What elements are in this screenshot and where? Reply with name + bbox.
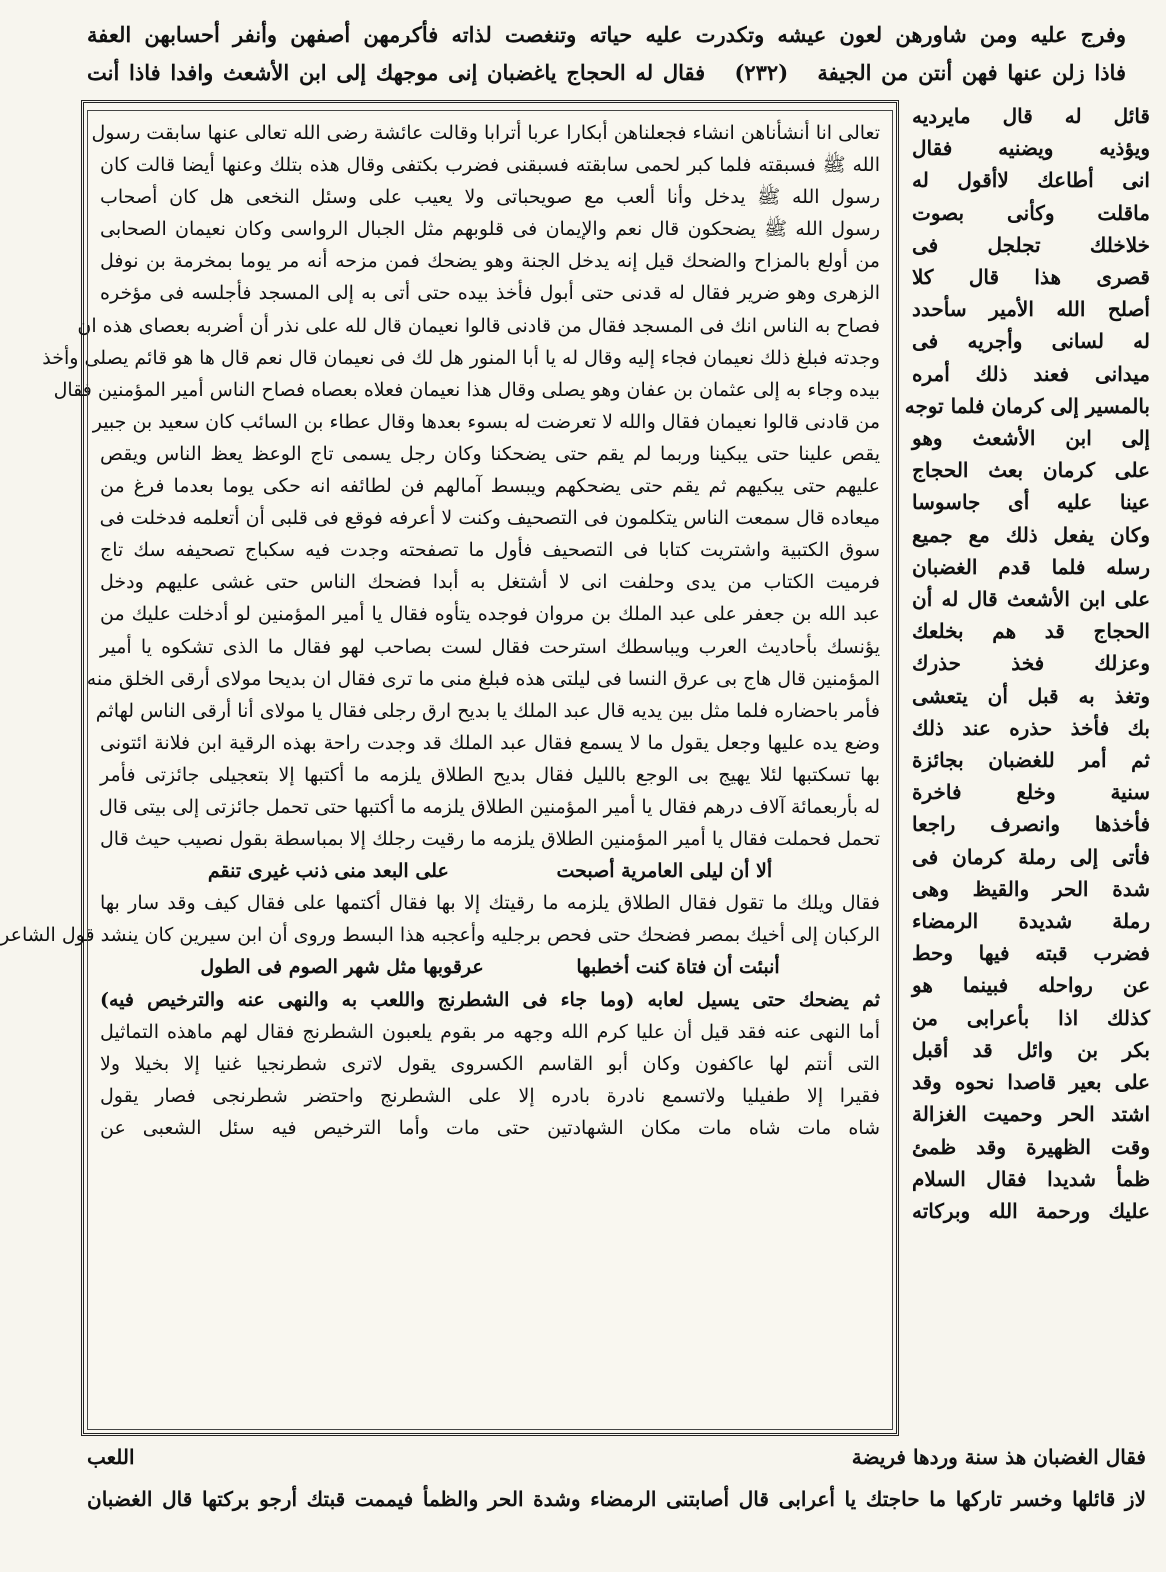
page-number: (٢٣٢)	[734, 60, 789, 85]
section-heading-chess: ثم يضحك حتى يسيل لعابه (وما جاء فى الشطرنج واللعب به والنهى عنه والترخيص فيه)	[100, 988, 880, 1011]
verse-2-first-hemistich: أنبئت أن فتاة كنت أخطبها	[576, 956, 780, 979]
side-column-line: له لسانى وأجريه فى	[912, 329, 1150, 354]
main-text-box	[0, 100, 899, 1436]
body-text-line: فقيرا إلا طفيليا ولاتسمع نادرة بادره إلا على الشطرنج واحتضر شطرنجى فصار يقول	[100, 1084, 880, 1107]
footer-line-1	[87, 1442, 1146, 1472]
body-text-line: فقال ويلك ما تقول فقال الطلاق يلزمه ما رقيتك إلا بها فقال أكتمها على فقال كيف وقد سار بها	[100, 892, 880, 915]
side-column-line: أصلح الله الأمير سأحدد	[912, 297, 1150, 322]
side-column-line: وعزلك فخذ حذرك	[912, 651, 1150, 676]
verse-1	[94, 855, 886, 887]
body-text-line: وجدته فبلغ ذلك نعيمان فجاء إليه وقال له يا أبا المنور هل لك فى نعيمان قال نعم قال ها هو قائم يصلى وأخذ	[42, 346, 880, 369]
side-column-line: ماقلت وكأنى بصوت	[912, 200, 1150, 225]
side-column-line: على بعير قاصدا نحوه وقد	[912, 1070, 1150, 1095]
body-text-line: الركبان إلى أخيك بمصر فضحك حتى فحص برجليه وأعجبه هذا البسط وروى أن ابن سيرين كان ينشد قول الشاعر	[0, 924, 880, 947]
body-text-line: له بأربعمائة آلاف درهم فقال يا أمير المؤمنين الطلاق يلزمه ما أكتبها حتى تحمل جائزتى إلى بيتى قال	[98, 795, 880, 818]
side-column-line: قصرى هذا قال كلا	[912, 265, 1150, 290]
side-column-line: على كرمان بعث الحجاج	[912, 458, 1150, 483]
body-text-line: عبد الله بن جعفر على عبد الملك بن مروان فوجده يتأوه فقال يا أمير المؤمنين لو أدخلت عليك من	[100, 603, 880, 626]
side-column-line: قائل له قال مايرديه	[912, 104, 1150, 128]
side-column-line: شدة الحر والقيظ وهى	[912, 876, 1150, 901]
body-text-line: عليهم حتى يبكيهم ثم يقم حتى يضحكهم ويبسط آمالهم فن لطائفه انه حكى يوما بعدما فرغ من	[100, 475, 880, 498]
side-column	[904, 100, 1150, 1430]
footer-line-2: لاز قائلها وخسر تاركها ما حاجتك يا أعرابى قال أصابتنى الرمضاء وشدة الحر والظمأ فيممت قبتك أرجو بركتها قال الغضبان	[87, 1487, 1146, 1511]
body-text-line: المؤمنين قال هاج بى عرق النسا فى ليلتى هذه فبلغ منى ما ترى فقال ان بديحا مولاى أرقى الخلق منه	[86, 667, 880, 690]
main-text-inner	[0, 117, 886, 1423]
body-text-line: أما النهى عنه فقد قيل أن عليا كرم الله وجهه مر بقوم يلعبون الشطرنج فقال لهم ماهذه التماثيل	[100, 1020, 880, 1043]
body-text-line: يؤنسك بأحاديث العرب ويباسطك استرحت فقال لست بصاحب لهو فقال ما الذى تشكوه يا أمير	[100, 635, 880, 658]
body-text-line: من أولع بالمزاح والضحك قيل إنه يدخل الجنة وهو يضحك فمن مزحه أنه مر يوما بمخرمة بن نوفل	[100, 250, 880, 273]
body-text-line: فأمر باحضاره فلما مثل بين يديه قال عبد الملك يا بديح ارق رجلى فقال يا مولاى أنا أرقى الناس لهاثم	[95, 699, 880, 722]
side-column-line: انى أطاعك لاأقول له	[912, 168, 1150, 193]
header-line-2-right: فاذا زلن عنها فهن أنتن من الجيفة	[817, 60, 1126, 85]
body-text-line: التى أنتم لها عاكفون وكان أبو القاسم الكسروى يقول لاترى شطرنجيا غنيا إلا بخيلا ولا	[100, 1052, 880, 1075]
side-column-line: فضرب قبته فيها وحط	[912, 941, 1150, 966]
side-column-line: اشتد الحر وحميت الغزالة	[912, 1102, 1150, 1127]
body-text-line: رسول الله ﷺ يدخل وأنا ألعب مع صويحباتى ولا يعيب على وسئل النخعى هل كان أصحاب	[100, 186, 880, 209]
body-text-line: شاه مات شاه مات مكان الشهادتين حتى مات وأما الترخيص فيه سئل الشعبى عن	[100, 1116, 880, 1139]
side-column-line: وقت الظهيرة وقد ظمئ	[912, 1134, 1150, 1159]
verse-2	[94, 951, 886, 983]
side-column-line: فأتى إلى رملة كرمان فى	[912, 844, 1150, 869]
side-column-line: عينا عليه أى جاسوسا	[912, 490, 1150, 515]
side-column-line: سنية وخلع فاخرة	[912, 780, 1150, 805]
body-text-line: فصاح به الناس انك فى المسجد فقال من قادنى قالوا نعيمان قال لله على نذر أن أضربه بعصاى هذه ان	[77, 314, 880, 337]
side-column-line: عليك ورحمة الله وبركاته	[912, 1198, 1150, 1223]
side-column-line: وتغذ به قبل أن يتعشى	[912, 683, 1150, 708]
body-text-line: فرميت الكتاب من يدى وحلفت انى لا أشتغل به أبدا فضحك الناس حتى غشى عليهم ودخل	[100, 571, 880, 594]
side-column-line: بك فأخذ حذره عند ذلك	[912, 715, 1150, 740]
header-line-2-left: فقال له الحجاج ياغضبان إنى موجهك إلى ابن الأشعث وافدا فاذا أنت	[87, 60, 706, 85]
side-column-line: فأخذها وانصرف راجعا	[912, 812, 1150, 837]
body-text-line: رسول الله ﷺ يضحكون قال نعم والإيمان فى قلوبهم مثل الجبال الرواسى وكان نعيمان الصحابى	[100, 218, 880, 241]
side-column-line: عن رواحله فبينما هو	[912, 973, 1150, 998]
body-text-line: من قادنى قالوا نعيمان فقال والله لا تعرضت له بسوء بعدها وقال عطاء بن السائب كان سعيد بن جبير	[92, 410, 880, 433]
side-column-line: بالمسير إلى كرمان فلما توجه	[904, 393, 1150, 418]
side-column-line: ثم أمر للغضبان بجائزة	[912, 748, 1150, 773]
side-column-line: كذلك اذا بأعرابى من	[912, 1005, 1150, 1030]
side-column-line: ويؤذيه ويضنيه فقال	[912, 136, 1150, 161]
body-text-line: تحمل فحملت فقال يا أمير المؤمنين الطلاق يلزمه ما رقيت رجلك إلا بمباسطة بقول نصيب حيث قال	[100, 828, 880, 851]
side-column-line: رملة شديدة الرمضاء	[912, 909, 1150, 934]
body-text-line: بها تسكتبها لئلا يهيج بى الوجع بالليل فقال بديح الطلاق يلزمه ما أكتبها إلا بتعجيلى جائزتى فأمر	[100, 763, 880, 786]
body-text-line: ميعاده قال سمعت الناس يتكلمون فى التصحيف وكنت لا أعرفه فوقع فى قلبى أن أتعلمه فدخلت فى	[99, 507, 880, 530]
body-text-line: الزهرى وهو ضرير فقال له قدنى حتى أبول فأخذ بيده حتى أتى به إلى المسجد فأجلسه فى مؤخره	[100, 282, 880, 305]
side-column-line: إلى ابن الأشعث وهو	[912, 426, 1150, 451]
side-column-line: الحجاج قد هم بخلعك	[912, 619, 1150, 644]
body-text-line: يقص علينا حتى يبكينا وربما لم يقم حتى يضحكنا وكان رجل يسمى تاج الوعظ يعظ الناس ويقص	[100, 442, 880, 465]
verse-2-second-hemistich: عرقوبها مثل شهر الصوم فى الطول	[200, 956, 484, 979]
body-text-line: وضع يده عليها وجعل يقول ما لا يسمع فقال عبد الملك قد وجدت راحة بهذه الرقية ابن فلانة ائتونى	[100, 731, 880, 754]
side-column-line: وكان يفعل ذلك مع جميع	[912, 522, 1150, 547]
side-column-line: رسله فلما قدم الغضبان	[912, 554, 1150, 579]
verse-1-first-hemistich: ألا أن ليلى العامرية أصبحت	[556, 860, 773, 883]
footer-line-1-right: فقال الغضبان هذ سنة وردها فريضة	[851, 1445, 1146, 1469]
footer-catchword: اللعب	[87, 1445, 135, 1469]
side-column-line: خلاخلك تجلجل فى	[912, 232, 1150, 257]
body-text-line: الله ﷺ فسبقته فلما كبر لحمى سابقته فسبقنى فضرب بكتفى وقال هذه بتلك وعنها أيضا قالت كان	[100, 154, 880, 177]
header-line-1: وفرج عليه ومن شاورهن لعون عيشه وتكدرت عليه حياته وتنغصت لذاته فأكرمهن أصفهن وأنفر أحسابهن العفة	[87, 22, 1126, 47]
body-text-line: سوق الكتبية واشتريت كتابا فى التصحيف فأول ما تصفحته وجدت فيه سكباج تصحيفه سك تاج	[100, 539, 880, 562]
side-column-line: ظمأ شديدا فقال السلام	[912, 1166, 1150, 1191]
body-text-line: تعالى انا أنشأناهن انشاء فجعلناهن أبكارا عربا أترابا وقالت عائشة رضى الله تعالى عنها سابقت رسول	[91, 122, 880, 144]
side-column-line: بكر بن وائل قد أقبل	[912, 1037, 1150, 1062]
body-text-line: بيده وجاء به إلى عثمان بن عفان وهو يصلى وقال هذا نعيمان فعلاه بعصاه فصاح الناس أمير المؤمنين فقال	[53, 378, 880, 401]
side-column-line: ميدانى فعند ذلك أمره	[912, 361, 1150, 386]
header-line-2	[87, 56, 1126, 90]
side-column-line: على ابن الأشعث قال له أن	[912, 587, 1150, 612]
verse-1-second-hemistich: على البعد منى ذنب غيرى تنقم	[207, 860, 449, 883]
